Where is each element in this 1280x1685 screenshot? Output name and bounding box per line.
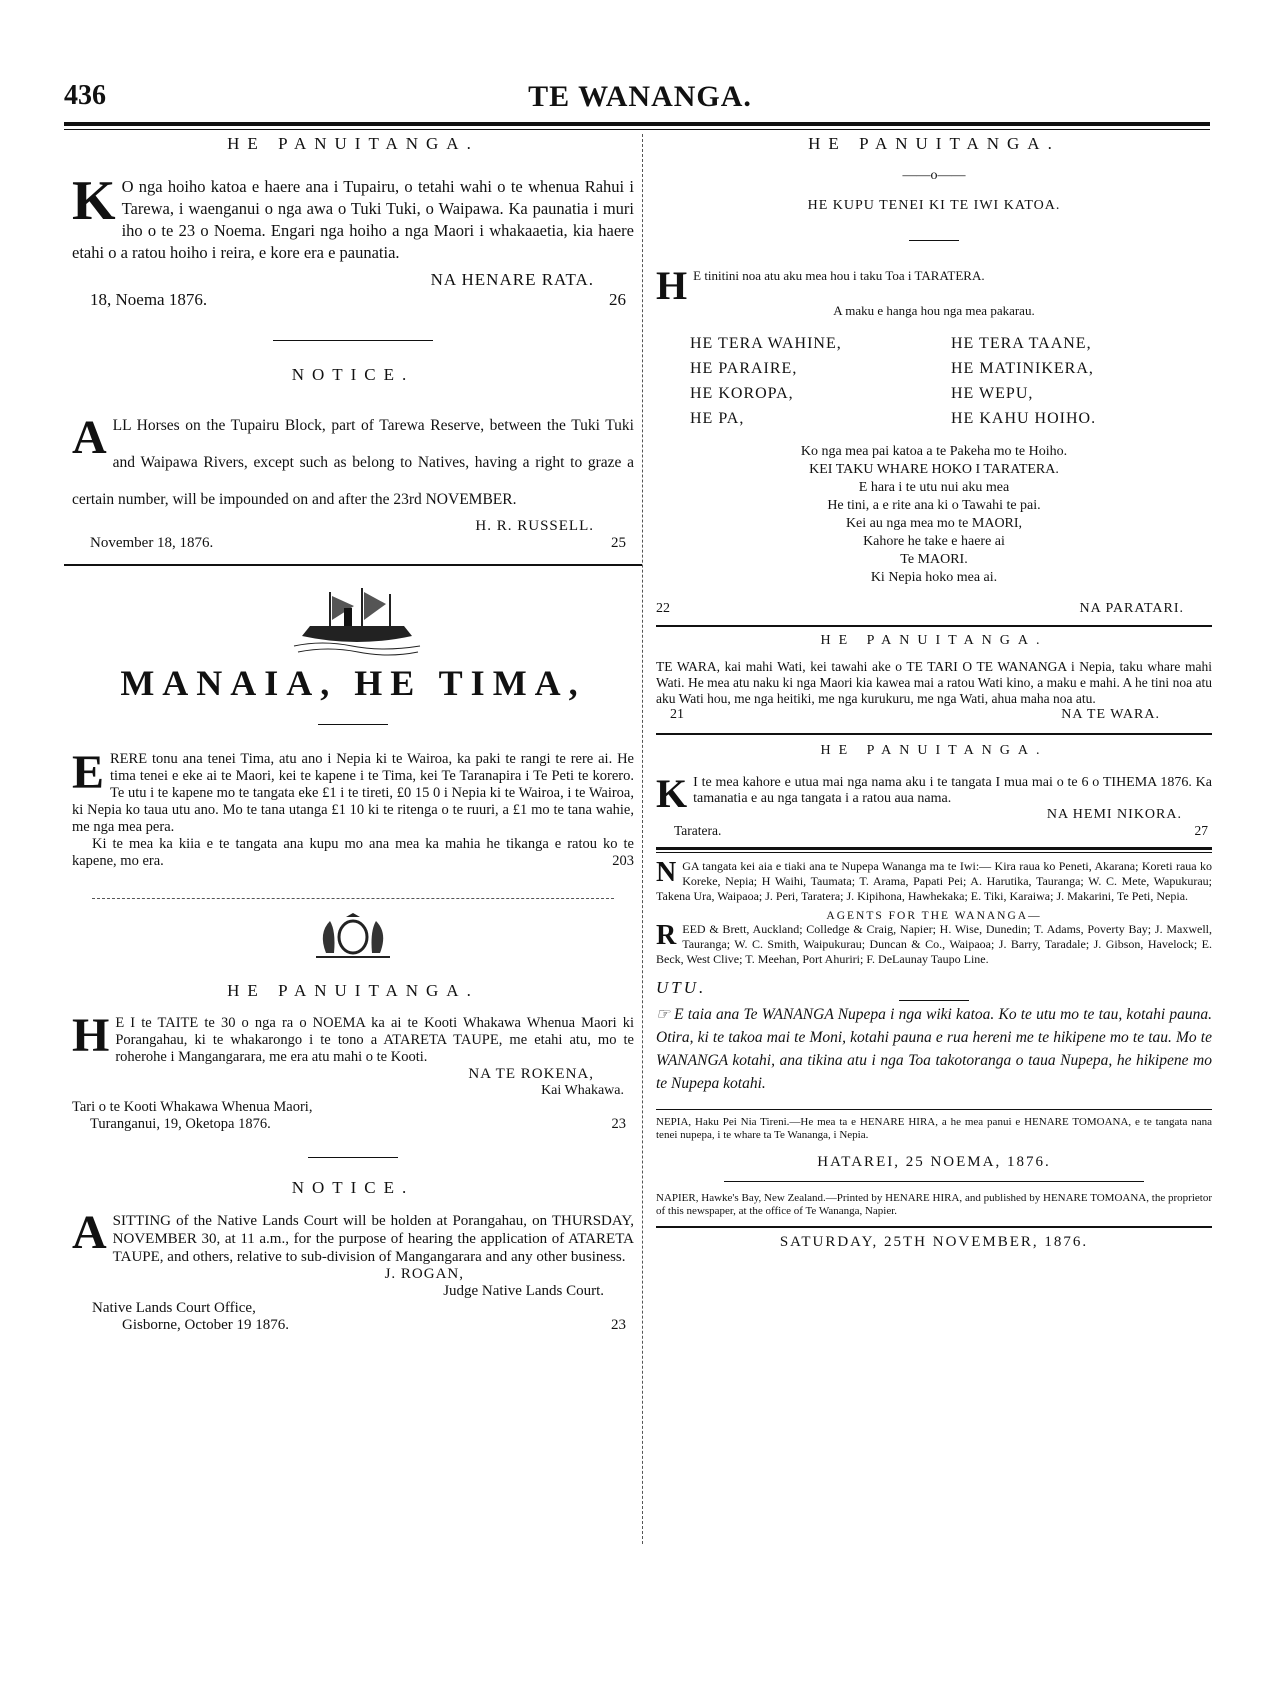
drop-cap: A	[72, 411, 107, 464]
notice-footer	[656, 707, 1212, 723]
notice-horses-maori	[72, 134, 634, 310]
ship-text-2: Ki te mea ka kiia e te tangata ana kupu mo ana mea ka mahia he tikanga e ratou ko te kapene, mo era.	[72, 836, 634, 869]
notice-place: Gisborne, October 19 1876.	[122, 1317, 290, 1333]
coat-of-arms-emblem	[308, 913, 398, 961]
drop-cap: N	[656, 857, 677, 888]
notice-footer	[72, 1116, 634, 1133]
center-line: Kahore he take e haere ai	[863, 534, 1005, 549]
notice-watchmaker	[656, 633, 1212, 723]
notice-body	[72, 170, 634, 264]
dashed-rule	[92, 898, 614, 899]
center-line: He tini, a e rite ana ki o Tawahi te pai.	[827, 498, 1041, 513]
drop-cap: K	[72, 170, 116, 232]
separator-rule	[909, 240, 959, 241]
notice-text: E tinitini noa atu aku mea hou i taku Toa i TARATERA.	[693, 268, 985, 283]
center-line: Ki Nepia hoko mea ai.	[870, 570, 998, 585]
notice-body: TE WARA, kai mahi Wati, kei tawahi ake o TE TARI O TE WANANGA i Nepia, taku whare mahi Wati. He mea atu naku ki nga Maori kia kawea mai a ratou Wati kino, a maku e mahi. A he tini noa atu aku Wati hou, me nga heitiki, me nga kurukuru, me nga Wati, ahua maha noa atu.	[656, 659, 1212, 706]
notice-body	[72, 407, 634, 518]
section-rule	[64, 564, 642, 566]
notice-signature: NA HENARE RATA.	[430, 270, 594, 289]
drop-cap: E	[72, 746, 105, 799]
list-item: HE TERA WAHINE,	[690, 335, 842, 352]
list-item: HE KAHU HOIHO.	[951, 410, 1097, 427]
left-column	[72, 134, 634, 1334]
notice-text: LL Horses on the Tupairu Block, part of Tarewa Reserve, between the Tuki Tuki and Waipawa Rivers, except such as belong to Natives, having a right to graze a certain number, will be impounded on and after the 23rd NOVEMBER.	[72, 417, 634, 508]
goods-list-left	[690, 331, 951, 431]
notice-number: 26	[609, 290, 626, 309]
notice-signature: NA HEMI NIKORA.	[1046, 807, 1182, 822]
newspaper-masthead: TE WANANGA.	[528, 80, 752, 113]
section-rule	[656, 1226, 1212, 1228]
subscription-text: E taia ana Te WANANGA Nupepa i nga wiki katoa. Ko te utu mo te tau, kotahi pauna. Otira, ki te takoa mai te Moni, kotahi pauna e rua hereni me te hikipene mo te tau. Mo te WANANGA kotahi, ana tikina atu i nga Toa takotoranga o taua Nupepa, he hikipene mo te Nupepa kotahi.	[656, 1006, 1212, 1092]
right-column	[656, 134, 1212, 1251]
steamship-illustration	[292, 586, 422, 656]
ornament-separator: ——o——	[902, 168, 966, 183]
drop-cap: H	[72, 1009, 110, 1062]
notice-place: Turanganui, 19, Oketopa 1876.	[90, 1116, 271, 1132]
center-line: Te MAORI.	[900, 552, 968, 567]
subscription-body	[656, 1003, 1212, 1095]
notice-number: 21	[670, 707, 684, 722]
notice-horses-english	[72, 365, 634, 552]
notice-place: Taratera.	[674, 823, 722, 838]
section-rule	[656, 733, 1212, 735]
goods-list	[656, 331, 1212, 431]
goods-list-right	[951, 331, 1212, 431]
notice-body	[656, 263, 1212, 308]
agents-text: EED & Brett, Auckland; Colledge & Craig, Napier; H. Wise, Dunedin; T. Adams, Poverty Bay; J. Maxwell, Tauranga; W. C. Smith, Waipukurau; Duncan & Co., Waipaoa; J. Barry, Taradale; J. Gibson, Havelock; E. Beck, West Clive; T. Meehan, Port Ahuriri; F. DeLaunay Taupo Line.	[656, 922, 1212, 966]
notice-text: I te mea kahore e utua mai nga nama aku i te tangata I mua mai o te 6 o TIHEMA 1876. Ka tamanatia e au nga tangata i a ratou aua nama.	[693, 775, 1212, 806]
separator-rule	[308, 1157, 398, 1158]
list-item: HE PARAIRE,	[690, 360, 798, 377]
page-number: 436	[64, 80, 106, 111]
notice-saddlery	[656, 134, 1212, 617]
ship-title: MANAIA, HE TIMA,	[120, 663, 586, 703]
notice-body	[72, 1009, 634, 1066]
notice-signature: NA PARATARI.	[1079, 601, 1184, 616]
notice-role: Judge Native Lands Court.	[443, 1283, 604, 1299]
notice-signature: H. R. RUSSELL.	[475, 518, 594, 534]
notice-heading: HE PANUITANGA.	[820, 743, 1048, 758]
drop-cap: K	[656, 771, 688, 816]
subscription-heading: UTU.	[656, 978, 707, 997]
list-item: HE KOROPA,	[690, 385, 794, 402]
drop-cap: R	[656, 920, 677, 951]
notice-text: SITTING of the Native Lands Court will be holden at Porangahau, on THURSDAY, NOVEMBER 30, at 11 a.m., for the purpose of hearing the application of ATARETA TAUPE, and others, relative to sub-division of Mangangarara and any other business.	[112, 1213, 634, 1265]
notice-footer	[72, 290, 634, 310]
ship-body-2	[72, 836, 634, 870]
separator-rule	[318, 724, 388, 725]
agents-heading: AGENTS FOR THE WANANGA—	[826, 910, 1042, 922]
notice-signature: NA TE ROKENA,	[468, 1066, 594, 1082]
notice-footer	[72, 535, 634, 552]
notice-signature: NA TE WARA.	[1061, 707, 1160, 722]
drop-cap: A	[72, 1206, 107, 1259]
notice-date: November 18, 1876.	[90, 535, 214, 551]
notice-heading: HE PANUITANGA.	[227, 134, 479, 153]
separator-rule	[273, 340, 433, 341]
notice-heading: NOTICE.	[291, 1178, 415, 1197]
notice-footer	[656, 601, 1212, 617]
center-line: KEI TAKU WHARE HOKO I TARATERA.	[809, 462, 1059, 477]
ship-body	[72, 746, 634, 836]
agents-maori	[656, 859, 1212, 904]
notice-footer	[656, 823, 1212, 839]
imprint-english: NAPIER, Hawke's Bay, New Zealand.—Printed by HENARE HIRA, and published by HENARE TOMOANA, the proprietor of this newspaper, at the office of Te Wananga, Napier.	[656, 1192, 1212, 1217]
notice-body	[72, 1206, 634, 1266]
notice-debts	[656, 743, 1212, 839]
header-rule	[64, 122, 1210, 126]
notice-signature: J. ROGAN,	[384, 1266, 464, 1282]
drop-cap: H	[656, 263, 688, 308]
list-item: HE TERA TAANE,	[951, 335, 1092, 352]
notice-office: Native Lands Court Office,	[92, 1300, 256, 1316]
notice-number: 203	[612, 853, 634, 869]
section-rule	[656, 625, 1212, 627]
separator-rule	[724, 1181, 1144, 1182]
agents-text: GA tangata kei aia e tiaki ana te Nupepa Wananga ma te Iwi:— Kira raua ko Peneti, Akarana; Koreti raua ko Koreke, Nepia; H Waihi, Taumata; T. Arama, Papati Pei; A. Harutika, Tauranga; W. C. Mete, Wapukurau; Takena Ura, Waipaoa; J. Peri, Taratera; J. Kipihona, Hawhekaka; E. Tiki, Karaiwa; J. Makarini, Te Peti, Nepia.	[656, 859, 1212, 903]
imprint-maori: NEPIA, Haku Pei Nia Tireni.—He mea ta e HENARE HIRA, a he mea panui e HENARE TOMOANA, e te tangata nana tenei nupepa, i te whare ta Te Wananga, i Nepia.	[656, 1116, 1212, 1141]
section-rule	[656, 847, 1212, 850]
separator-rule	[899, 1000, 969, 1001]
issue-date-english: SATURDAY, 25TH NOVEMBER, 1876.	[779, 1234, 1089, 1250]
notice-role: Kai Whakawa.	[541, 1083, 624, 1098]
pointing-hand-icon: ☞	[656, 1006, 675, 1023]
notice-footer	[72, 1317, 634, 1334]
list-item: HE WEPU,	[951, 385, 1034, 402]
issue-date-maori: HATAREI, 25 NOEMA, 1876.	[817, 1154, 1051, 1170]
ship-text: RERE tonu ana tenei Tima, atu ano i Nepia ki te Wairoa, ka paki te rangi te rere ai. He tima tenei e eke ai te Maori, kei te kapene i te Tima, kei Te Taranapira i Te Peti te korero. Te utu i te kapene mo te tangata eke £1 i te tireti, £0 15 0 i Nepia ki te Wairoa, i te Wairoa, ki Nepia ko taua utu ano. Mo te tana utanga £1 10 ki te ritenga o te ruuri, a £1 mo te tana wahie, me nga mea pera.	[72, 751, 634, 835]
notice-date: 18, Noema 1876.	[90, 290, 208, 309]
notice-line: A maku e hanga hou nga mea pakarau.	[833, 303, 1035, 318]
center-line: E hara i te utu nui aku mea	[858, 480, 1010, 495]
list-item: HE MATINIKERA,	[951, 360, 1094, 377]
header-rule-thin	[64, 129, 1210, 130]
center-line: Kei au nga mea mo te MAORI,	[845, 516, 1023, 531]
notice-number: 23	[611, 1116, 626, 1132]
notice-centered-text	[656, 443, 1212, 587]
notice-subheading: HE KUPU TENEI KI TE IWI KATOA.	[807, 198, 1061, 213]
section-rule-thin	[656, 852, 1212, 853]
notice-heading: HE PANUITANGA.	[820, 633, 1048, 648]
section-rule	[656, 1109, 1212, 1110]
notice-office: Tari o te Kooti Whakawa Whenua Maori,	[72, 1099, 313, 1115]
notice-court-english	[72, 1178, 634, 1334]
notice-number: 25	[611, 535, 626, 551]
notice-heading: HE PANUITANGA.	[808, 134, 1060, 153]
notice-heading: HE PANUITANGA.	[227, 981, 479, 1000]
notice-heading: NOTICE.	[291, 365, 415, 384]
notice-number: 27	[1194, 823, 1208, 838]
center-line: Ko nga mea pai katoa a te Pakeha mo te Hoiho.	[800, 444, 1068, 459]
column-divider	[642, 134, 643, 1544]
notice-text: E I te TAITE te 30 o nga ra o NOEMA ka ai te Kooti Whakawa Whenua Maori ki Porangahau, ki te whakarongo i te tono a ATARETA TAUPE, me etahi atu, mo te roherohe i Mangangarara, me era atu mahi o te Kooti.	[115, 1015, 634, 1065]
agents-english	[656, 922, 1212, 967]
notice-text: O nga hoiho katoa e haere ana i Tupairu, o tetahi wahi o te whenua Rahui i Tarewa, i waenganui o nga awa o Tuki Tuki, o Waipawa. Ka paunatia i muri iho o te 23 o Noema. Engari nga hoiho a nga Maori i whakaaetia, kia haere etahi o a ratou hoiho i reira, e kore era e paunatia.	[72, 177, 634, 262]
notice-number: 22	[656, 601, 670, 616]
notice-number: 23	[611, 1317, 626, 1333]
notice-court-maori	[72, 981, 634, 1133]
list-item: HE PA,	[690, 410, 745, 427]
